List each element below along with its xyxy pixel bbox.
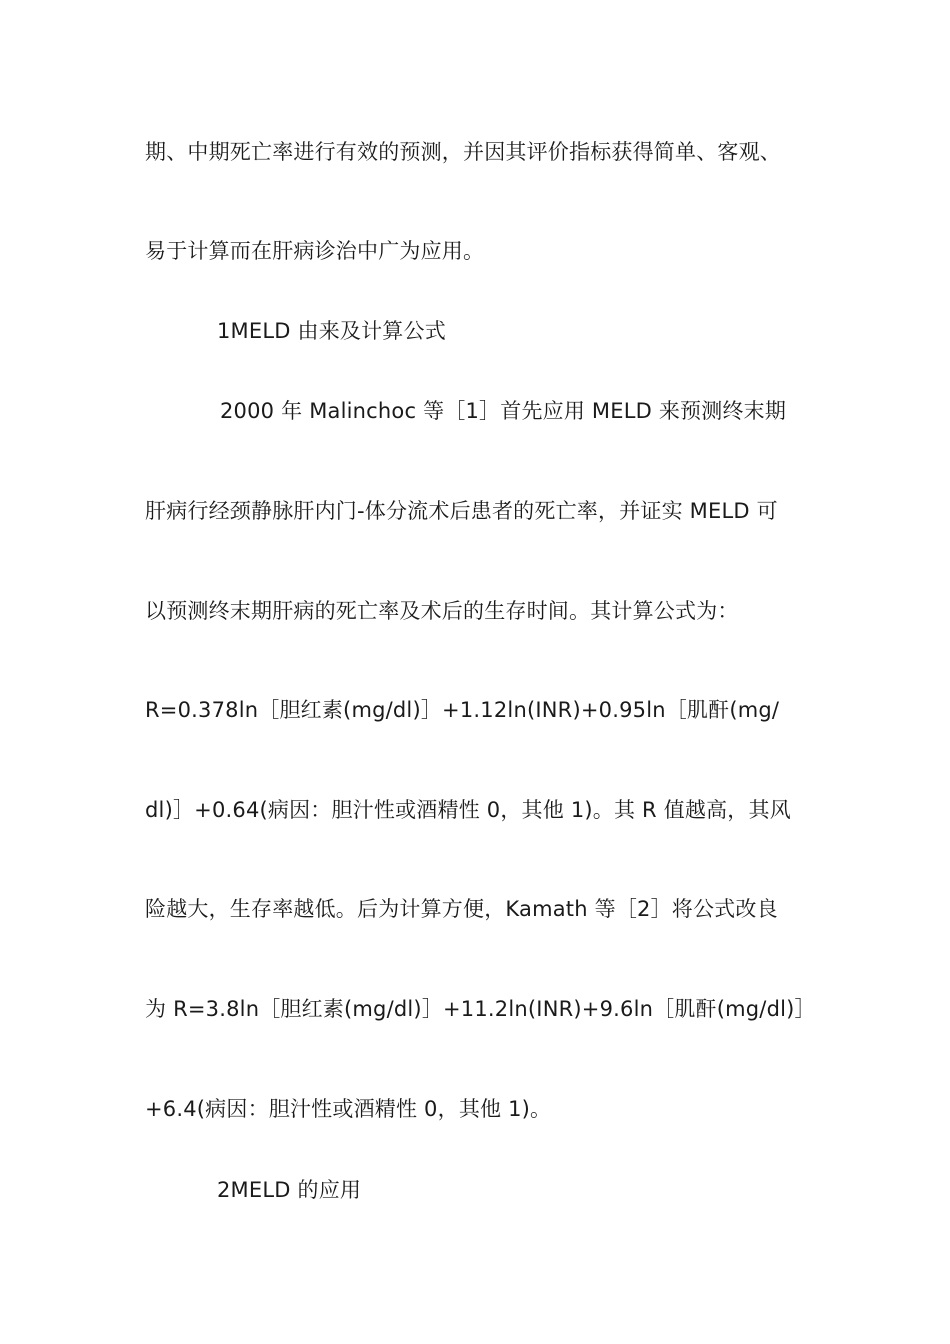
formula-line-3: 为 R=3.8ln［胆红素(mg/dl)］+11.2ln(INR)+9.6ln［肌酐(mg/dl)］	[145, 997, 816, 1021]
paragraph-line-3: 2000 年 Malinchoc 等［1］首先应用 MELD 来预测终末期	[220, 399, 787, 423]
formula-line-4: +6.4(病因：胆汁性或酒精性 0，其他 1)。	[145, 1097, 552, 1121]
formula-line-1: R=0.378ln［胆红素(mg/dl)］+1.12ln(INR)+0.95ln［肌酐(mg/	[145, 698, 780, 722]
paragraph-line-4: 肝病行经颈静脉肝内门-体分流术后患者的死亡率，并证实 MELD 可	[145, 499, 778, 523]
paragraph-line-1: 期、中期死亡率进行有效的预测，并因其评价指标获得简单、客观、	[145, 140, 781, 164]
paragraph-line-6: 险越大，生存率越低。后为计算方便，Kamath 等［2］将公式改良	[145, 897, 778, 921]
paragraph-line-5: 以预测终末期肝病的死亡率及术后的生存时间。其计算公式为：	[145, 599, 739, 623]
section-heading-2: 2MELD 的应用	[217, 1178, 362, 1202]
formula-line-2: dl)］+0.64(病因：胆汁性或酒精性 0，其他 1)。其 R 值越高，其风	[145, 798, 791, 822]
section-heading-1: 1MELD 由来及计算公式	[217, 319, 446, 343]
paragraph-line-2: 易于计算而在肝病诊治中广为应用。	[145, 239, 485, 263]
